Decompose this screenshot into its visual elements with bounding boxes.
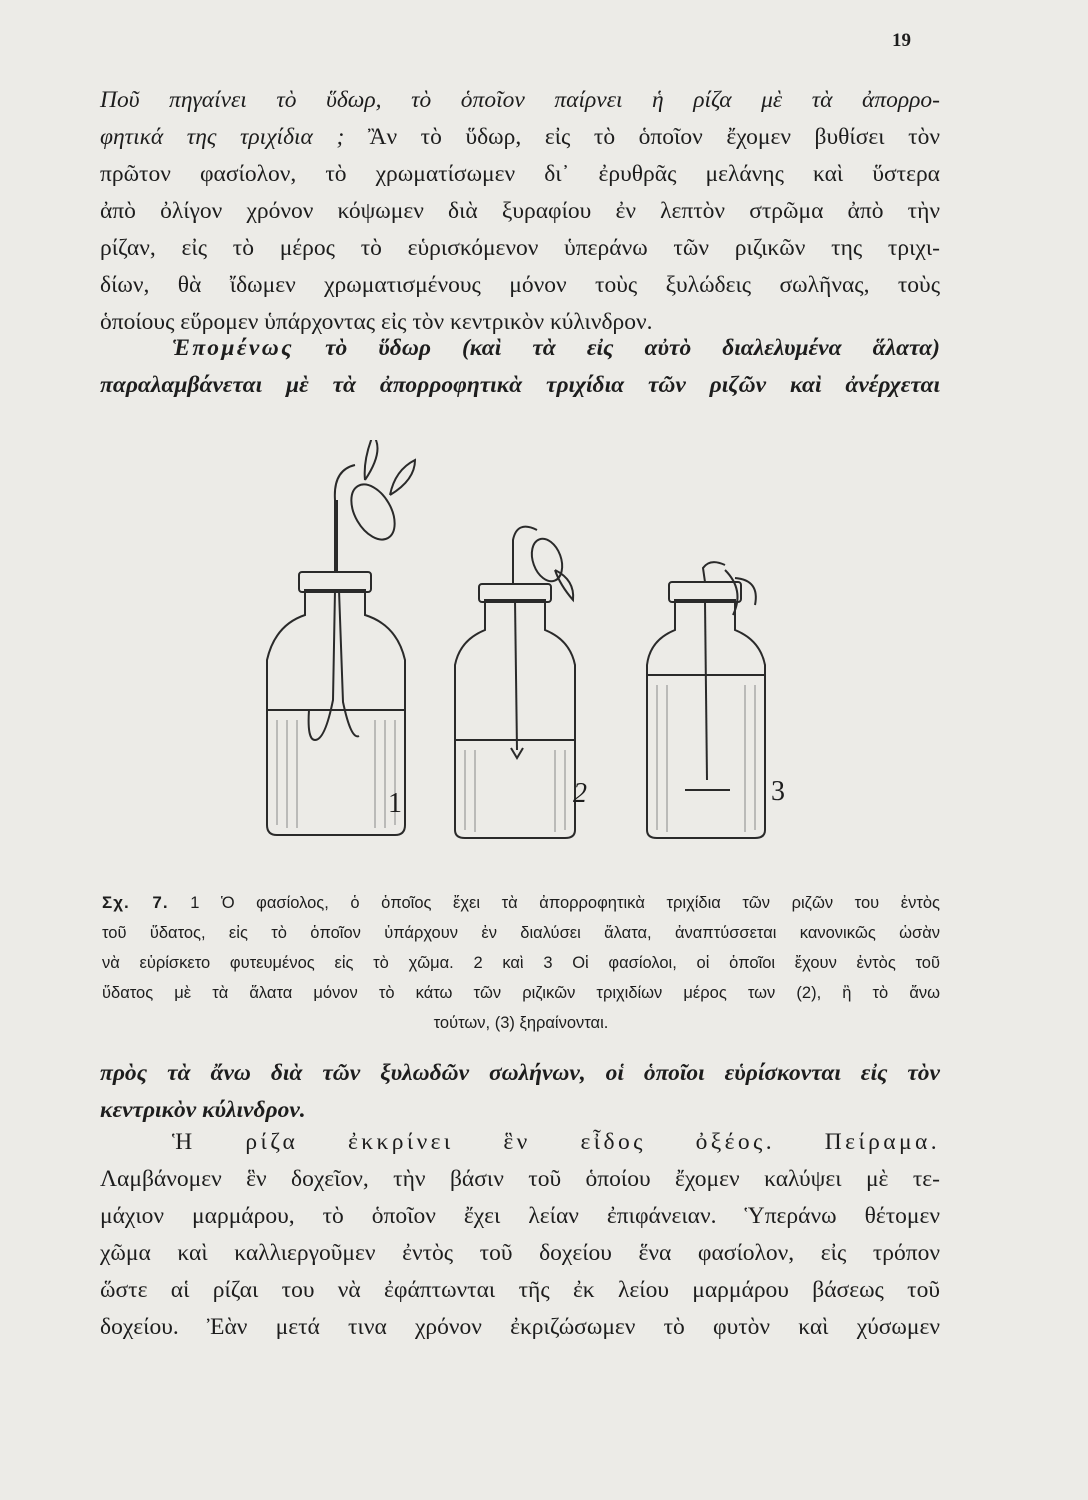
text-fragment: τὸ ὕδωρ (καὶ τὰ εἰς αὐτὸ διαλελυμένα ἅλατα) xyxy=(294,335,940,361)
text-line: κεντρικὸν κύλινδρον. xyxy=(100,1097,306,1123)
caption-line: νὰ εὑρίσκετο φυτευμένος εἰς τὸ χῶμα. 2 καὶ 3 Οἱ φασίολοι, οἱ ὁποῖοι ἔχουν ἐντὸς τοῦ xyxy=(102,954,940,972)
caption-line: τοῦ ὕδατος, εἰς τὸ ὁποῖον ὑπάρχουν ἐν διαλύσει ἅλατα, ἀναπτύσσεται κανονικῶς ὡσὰν xyxy=(102,924,940,942)
caption-line xyxy=(102,888,940,918)
figure-label-3: 3 xyxy=(771,776,785,807)
bottle-3 xyxy=(647,562,765,838)
text-line: πρὸς τὰ ἄνω διὰ τῶν ξυλωδῶν σωλήνων, οἱ ὁποῖοι εὑρίσκονται εἰς τὸν xyxy=(100,1060,940,1086)
page-number: 19 xyxy=(892,30,911,51)
figure-label-1: 1 xyxy=(388,788,402,819)
text-line: δοχείου. Ἐὰν μετά τινα χρόνον ἐκριζώσωμεν τὸ φυτὸν καὶ χύσωμεν xyxy=(100,1314,940,1340)
text-line: ὥστε αἱ ρίζαι του νὰ ἐφάπτωνται τῆς ἐκ λείου μαρμάρου βάσεως τοῦ xyxy=(100,1277,940,1303)
caption-line: τούτων, (3) ξηραίνονται. xyxy=(433,1014,609,1032)
text-line: πρῶτον φασίολον, τὸ χρωματίσωμεν δι᾽ ἐρυθρᾶς μελάνης καὶ ὕστερα xyxy=(100,161,940,187)
paragraph-experiment xyxy=(100,1124,940,1346)
text-line: ἀπὸ ὀλίγον χρόνον κόψωμεν διὰ ξυραφίου ἐν λεπτὸν στρῶμα ἀπὸ τὴν xyxy=(100,198,940,224)
bottle-1 xyxy=(267,440,415,835)
text-fragment: Ἂν τὸ ὕδωρ, εἰς τὸ ὁποῖον ἔχομεν βυθίσει τὸν xyxy=(367,124,940,150)
text-line: δίων, θὰ ἴδωμεν χρωματισμένους μόνον τοὺς ξυλώδεις σωλῆνας, τοὺς xyxy=(100,272,940,298)
section-heading: Ἡ ρίζα ἐκκρίνει ἓν εἶδος ὀξέος. Πείραμα. xyxy=(172,1129,940,1155)
text-line: χῶμα καὶ καλλιεργοῦμεν ἐντὸς τοῦ δοχείου ἕνα φασίολον, εἰς τρόπον xyxy=(100,1240,940,1266)
text-line: ὁποίους εὕρομεν ὑπάρχοντας εἰς τὸν κεντρικὸν κύλινδρον. xyxy=(100,309,653,335)
text-line xyxy=(100,119,940,156)
text-line: Ποῦ πηγαίνει τὸ ὕδωρ, τὸ ὁποῖον παίρνει ἡ ρίζα μὲ τὰ ἀπορρο- xyxy=(100,87,940,113)
paragraph-conclusion xyxy=(100,330,940,404)
text-line: παραλαμβάνεται μὲ τὰ ἀπορροφητικὰ τριχίδια τῶν ριζῶν καὶ ἀνέρχεται xyxy=(100,372,940,398)
paragraph-continuation xyxy=(100,1055,940,1129)
bottle-2 xyxy=(455,527,575,838)
emphasis-lead: Ἑπομένως xyxy=(172,335,295,361)
text-fragment: φητικά της τριχίδια ; xyxy=(100,124,368,150)
figure-caption xyxy=(102,888,940,1038)
paragraph-water-path xyxy=(100,82,940,341)
text-line: ρίζαν, εἰς τὸ μέρος τὸ εὑρισκόμενον ὑπεράνω τῶν ριζικῶν της τριχι- xyxy=(100,235,940,261)
figure-label-2: 2 xyxy=(573,778,587,809)
text-fragment: 1 Ὁ φασίολος, ὁ ὁποῖος ἔχει τὰ ἀπορροφητικὰ τριχίδια τῶν ριζῶν του ἐντὸς xyxy=(168,894,940,912)
bottle-illustration xyxy=(255,440,795,870)
text-line xyxy=(100,330,940,367)
figure-bean-bottles xyxy=(255,440,795,870)
caption-line: ὕδατος μὲ τὰ ἅλατα μόνον τὸ κάτω τῶν ριζικῶν τριχιδίων μέρος των (2), ἢ τὸ ἄνω xyxy=(102,984,940,1002)
caption-label: Σχ. 7. xyxy=(102,893,169,912)
text-line: μάχιον μαρμάρου, τὸ ὁποῖον ἔχει λείαν ἐπιφάνειαν. Ὑπεράνω θέτομεν xyxy=(100,1203,940,1229)
text-line: Λαμβάνομεν ἓν δοχεῖον, τὴν βάσιν τοῦ ὁποίου ἔχομεν καλύψει μὲ τε- xyxy=(100,1166,940,1192)
